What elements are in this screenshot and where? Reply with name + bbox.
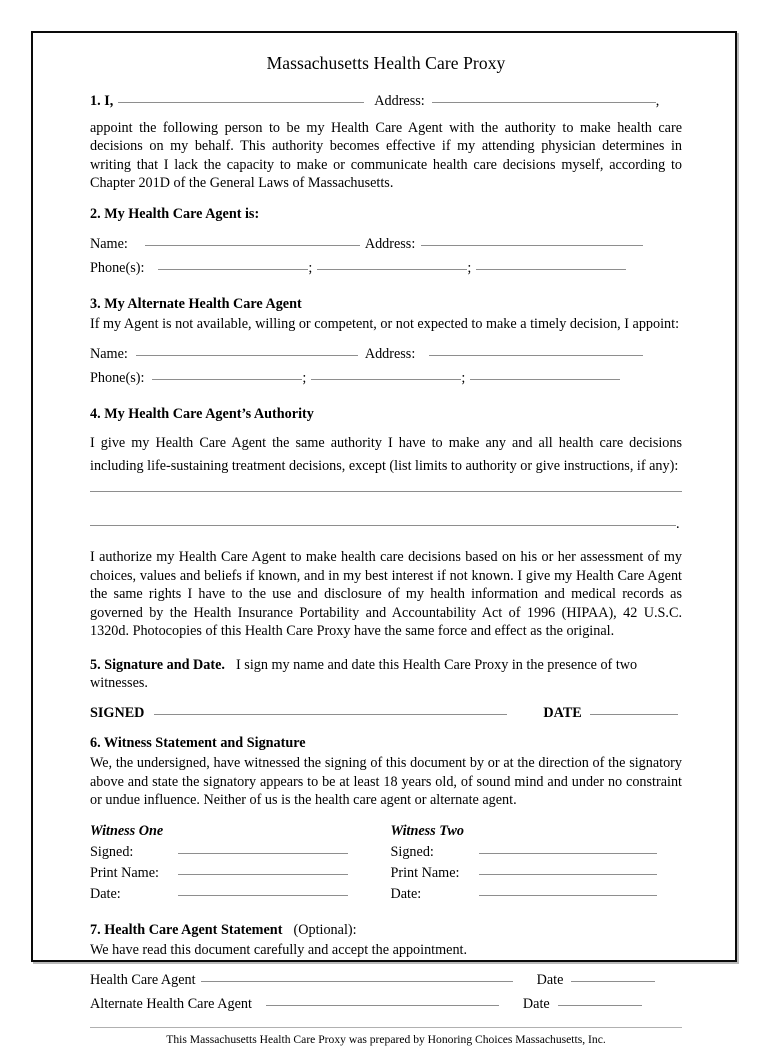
witness-one-label: Witness One bbox=[90, 822, 164, 839]
section2-phone3-blank[interactable] bbox=[476, 269, 626, 270]
section5-signature-blank[interactable] bbox=[154, 714, 507, 715]
section2-phone-separator-1: ; bbox=[308, 259, 313, 276]
section5-date-label: DATE bbox=[543, 705, 582, 722]
witness-one-date-row bbox=[90, 886, 382, 903]
section5-paragraph bbox=[90, 656, 682, 693]
section6-paragraph: We, the undersigned, have witnessed the signing of this document by or at the direction of the signatory above and state the signatory appears to be at least 18 years old, of sound mind and under no constraint or undue influence. Neither of us is the health care agent or alternate agent. bbox=[90, 755, 682, 809]
witness-two-column bbox=[382, 823, 683, 903]
section4-limits-period: . bbox=[676, 516, 680, 533]
witness-columns bbox=[90, 823, 682, 903]
section2-address-blank[interactable] bbox=[421, 245, 643, 246]
section4-limits-blank-line-2-row bbox=[90, 516, 682, 533]
witness-two-signed-label: Signed: bbox=[390, 843, 434, 860]
section3-phone2-blank[interactable] bbox=[311, 379, 461, 380]
section2-heading: 2. My Health Care Agent is: bbox=[90, 205, 260, 222]
section7-agent-date-blank[interactable] bbox=[571, 981, 655, 982]
section7-alternate-agent-blank[interactable] bbox=[266, 1005, 499, 1006]
document-page-frame bbox=[31, 31, 737, 1046]
section4-limits-blank-line-2[interactable] bbox=[90, 525, 676, 526]
section7-alternate-agent-label: Alternate Health Care Agent bbox=[90, 996, 252, 1013]
section7-agent-date-label: Date bbox=[536, 972, 564, 989]
footer-attribution: This Massachusetts Health Care Proxy was prepared by Honoring Choices Massachusetts, Inc. bbox=[166, 1033, 606, 1046]
document-body bbox=[90, 45, 682, 1046]
section1-address-label: Address: bbox=[374, 93, 425, 109]
section7-agent-blank[interactable] bbox=[201, 981, 513, 982]
section1-lead-label: 1. I, bbox=[90, 93, 114, 109]
section7-alternate-agent-row bbox=[90, 996, 682, 1013]
section4-hipaa-paragraph: I authorize my Health Care Agent to make health care decisions based on his or her assessment of my choices, values and beliefs if known, and in my best interest if not known. I give my Health Care Agent the same rights I have to the use and disclosure of my health information and medical records as governed by the Health Insurance Portability and Accountability Act of 1996 (HIPAA), 42 U.S.C. 1320d. Photocopies of this Health Care Proxy have the same force and effect as the original. bbox=[90, 549, 682, 640]
section1-address-blank[interactable] bbox=[432, 102, 656, 103]
section7-heading-optional: (Optional): bbox=[293, 921, 357, 938]
section5-heading: 5. Signature and Date. bbox=[90, 656, 225, 673]
witness-one-printname-row bbox=[90, 865, 382, 882]
section3-paragraph: If my Agent is not available, willing or competent, or not expected to make a timely decision, I appoint: bbox=[90, 315, 680, 332]
section2-phones-label: Phone(s): bbox=[90, 259, 145, 276]
section3-phone1-blank[interactable] bbox=[152, 379, 302, 380]
section2-phones-row bbox=[90, 260, 682, 277]
witness-one-date-blank[interactable] bbox=[178, 895, 348, 896]
section5-date-blank[interactable] bbox=[590, 714, 678, 715]
section7-alternate-date-blank[interactable] bbox=[558, 1005, 642, 1006]
section7-heading-row bbox=[90, 922, 682, 939]
witness-two-signed-blank[interactable] bbox=[479, 853, 657, 854]
section3-name-row bbox=[90, 346, 682, 363]
section7-agent-row bbox=[90, 972, 682, 989]
witness-one-printname-label: Print Name: bbox=[90, 864, 159, 881]
section2-phone-separator-2: ; bbox=[467, 259, 472, 276]
section7-alternate-date-label: Date bbox=[522, 996, 550, 1013]
witness-one-signed-row bbox=[90, 844, 382, 861]
section3-address-label: Address: bbox=[364, 346, 416, 363]
witness-two-printname-row bbox=[391, 865, 683, 882]
section3-phones-label: Phone(s): bbox=[90, 370, 145, 387]
section3-heading: 3. My Alternate Health Care Agent bbox=[90, 295, 302, 312]
section1-paragraph: appoint the following person to be my Health Care Agent with the authority to make health care decisions on my behalf. This authority becomes effective if my attending physician determines in writing that I lack the capacity to make or communicate health care decisions myself, according to Chapter 201D of the General Laws of Massachusetts. bbox=[90, 120, 682, 192]
section5-signature-row bbox=[90, 705, 682, 722]
section3-phones-row bbox=[90, 370, 682, 387]
section1-trailing-comma: , bbox=[655, 93, 660, 109]
witness-two-date-row bbox=[391, 886, 683, 903]
witness-one-date-label: Date: bbox=[90, 885, 121, 902]
section3-phone-separator-1: ; bbox=[302, 370, 307, 387]
section7-heading: 7. Health Care Agent Statement bbox=[90, 921, 283, 938]
section2-phone2-blank[interactable] bbox=[317, 269, 467, 270]
section3-phone3-blank[interactable] bbox=[470, 379, 620, 380]
section3-name-blank[interactable] bbox=[136, 355, 358, 356]
page-title: Massachusetts Health Care Proxy bbox=[266, 53, 506, 73]
section2-name-label: Name: bbox=[90, 235, 128, 252]
footer-divider bbox=[90, 1027, 682, 1028]
section4-heading: 4. My Health Care Agent’s Authority bbox=[90, 406, 314, 423]
section5-body: I sign my name and date this Health Care Proxy in the presence of two witnesses. bbox=[90, 656, 638, 691]
section6-heading: 6. Witness Statement and Signature bbox=[90, 735, 306, 752]
witness-two-date-label: Date: bbox=[390, 885, 422, 902]
witness-one-printname-blank[interactable] bbox=[178, 874, 348, 875]
section2-address-label: Address: bbox=[364, 235, 416, 252]
witness-two-printname-blank[interactable] bbox=[479, 874, 657, 875]
witness-two-signed-row bbox=[391, 844, 683, 861]
witness-one-signed-blank[interactable] bbox=[178, 853, 348, 854]
section1-identity-row bbox=[90, 93, 682, 110]
section7-paragraph: We have read this document carefully and accept the appointment. bbox=[90, 941, 468, 958]
section3-phone-separator-2: ; bbox=[461, 370, 466, 387]
section1-name-blank[interactable] bbox=[118, 102, 364, 103]
section2-phone1-blank[interactable] bbox=[158, 269, 308, 270]
witness-one-signed-label: Signed: bbox=[90, 843, 134, 860]
witness-two-date-blank[interactable] bbox=[479, 895, 657, 896]
section4-paragraph: I give my Health Care Agent the same authority I have to make any and all health care decisions including life-sustaining treatment decisions, except (list limits to authority or give instructions, if any): bbox=[90, 435, 682, 475]
section2-name-row bbox=[90, 236, 682, 253]
witness-two-label: Witness Two bbox=[390, 822, 464, 839]
section5-signed-label: SIGNED bbox=[90, 705, 145, 722]
witness-two-printname-label: Print Name: bbox=[390, 864, 460, 881]
section3-address-blank[interactable] bbox=[429, 355, 643, 356]
section7-agent-label: Health Care Agent bbox=[90, 972, 196, 989]
witness-one-column bbox=[90, 823, 382, 903]
section3-name-label: Name: bbox=[90, 346, 128, 363]
section2-name-blank[interactable] bbox=[145, 245, 360, 246]
